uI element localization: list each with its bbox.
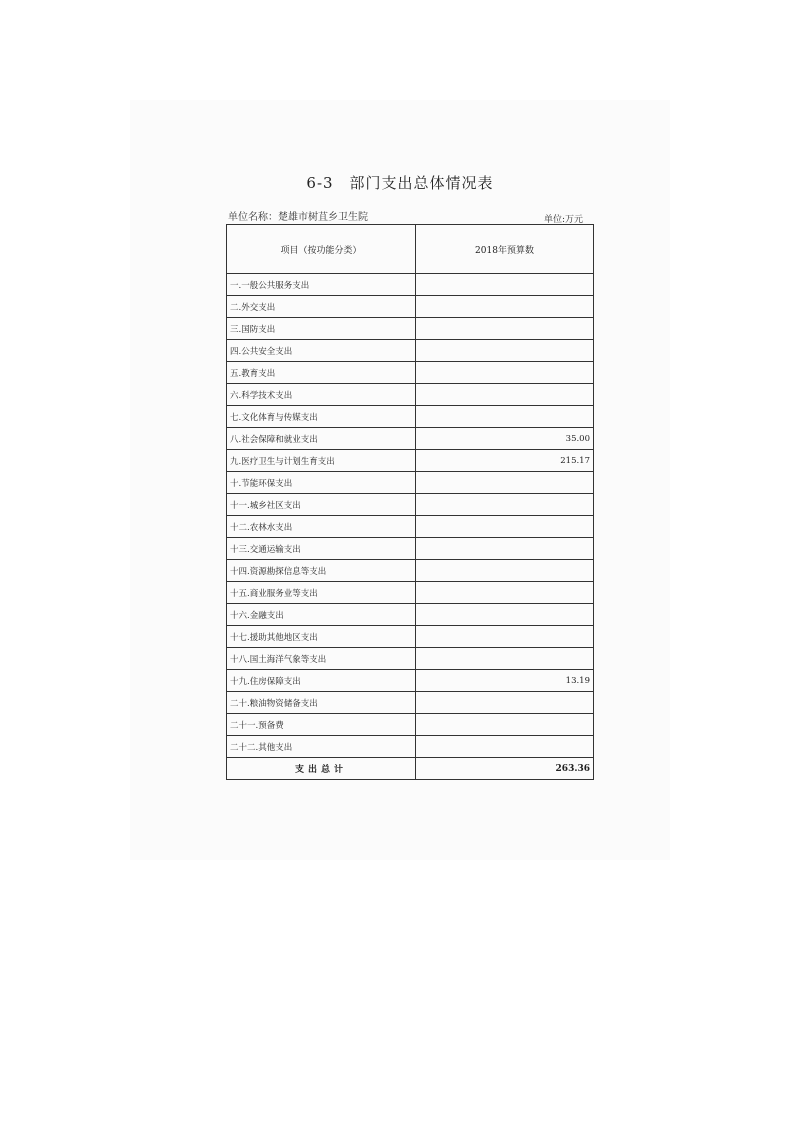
table-row: [227, 670, 594, 692]
row-label: 八.社会保障和就业支出: [227, 428, 416, 450]
table-row: [227, 472, 594, 494]
table-row: [227, 538, 594, 560]
row-value: [416, 318, 594, 340]
row-value: [416, 604, 594, 626]
row-value: [416, 340, 594, 362]
column-header-item: 项目（按功能分类）: [227, 225, 416, 274]
row-value: [416, 648, 594, 670]
row-value: [416, 736, 594, 758]
row-value: 35.00: [416, 428, 594, 450]
row-value: [416, 384, 594, 406]
table-row: [227, 384, 594, 406]
row-label: 四.公共安全支出: [227, 340, 416, 362]
row-label: 十七.援助其他地区支出: [227, 626, 416, 648]
table-row: [227, 274, 594, 296]
row-label: 十六.金融支出: [227, 604, 416, 626]
table-row: [227, 296, 594, 318]
row-value: [416, 714, 594, 736]
row-value: [416, 274, 594, 296]
row-label: 十八.国土海洋气象等支出: [227, 648, 416, 670]
table-row: [227, 318, 594, 340]
row-label: 七.文化体育与传媒支出: [227, 406, 416, 428]
document-title: 6-3 部门支出总体情况表: [306, 174, 494, 192]
table-row: [227, 582, 594, 604]
row-value: [416, 626, 594, 648]
row-value: [416, 692, 594, 714]
row-label: 六.科学技术支出: [227, 384, 416, 406]
unit-name: 单位名称：楚雄市树苴乡卫生院: [228, 212, 368, 223]
table-row: [227, 648, 594, 670]
table-row: [227, 406, 594, 428]
row-value: [416, 582, 594, 604]
row-label: 十九.住房保障支出: [227, 670, 416, 692]
row-value: [416, 296, 594, 318]
row-label: 二十一.预备费: [227, 714, 416, 736]
table-row: [227, 604, 594, 626]
row-value: 13.19: [416, 670, 594, 692]
row-value: [416, 472, 594, 494]
expenditure-table: [226, 224, 594, 780]
row-value: 215.17: [416, 450, 594, 472]
table-row: [227, 428, 594, 450]
row-value: [416, 560, 594, 582]
table-row: [227, 714, 594, 736]
row-value: [416, 494, 594, 516]
table-row: [227, 560, 594, 582]
total-label: 支出总计: [227, 758, 416, 780]
table-row: [227, 692, 594, 714]
table-row: [227, 362, 594, 384]
table-row: [227, 516, 594, 538]
table-row: [227, 736, 594, 758]
column-header-budget: 2018年预算数: [416, 225, 594, 274]
table-header-row: [227, 225, 594, 274]
row-label: 二十.粮油物资储备支出: [227, 692, 416, 714]
row-label: 十一.城乡社区支出: [227, 494, 416, 516]
table-row: [227, 340, 594, 362]
currency-unit: 单位:万元: [544, 215, 584, 225]
table-row: [227, 494, 594, 516]
row-value: [416, 516, 594, 538]
row-label: 十二.农林水支出: [227, 516, 416, 538]
row-label: 二十二.其他支出: [227, 736, 416, 758]
total-row: [227, 758, 594, 780]
row-label: 三.国防支出: [227, 318, 416, 340]
row-label: 一.一般公共服务支出: [227, 274, 416, 296]
row-value: [416, 538, 594, 560]
row-value: [416, 362, 594, 384]
row-label: 十三.交通运输支出: [227, 538, 416, 560]
total-value: 263.36: [416, 758, 594, 780]
row-value: [416, 406, 594, 428]
row-label: 五.教育支出: [227, 362, 416, 384]
table-row: [227, 450, 594, 472]
row-label: 十四.资源勘探信息等支出: [227, 560, 416, 582]
row-label: 十.节能环保支出: [227, 472, 416, 494]
row-label: 二.外交支出: [227, 296, 416, 318]
table-row: [227, 626, 594, 648]
row-label: 十五.商业服务业等支出: [227, 582, 416, 604]
row-label: 九.医疗卫生与计划生育支出: [227, 450, 416, 472]
